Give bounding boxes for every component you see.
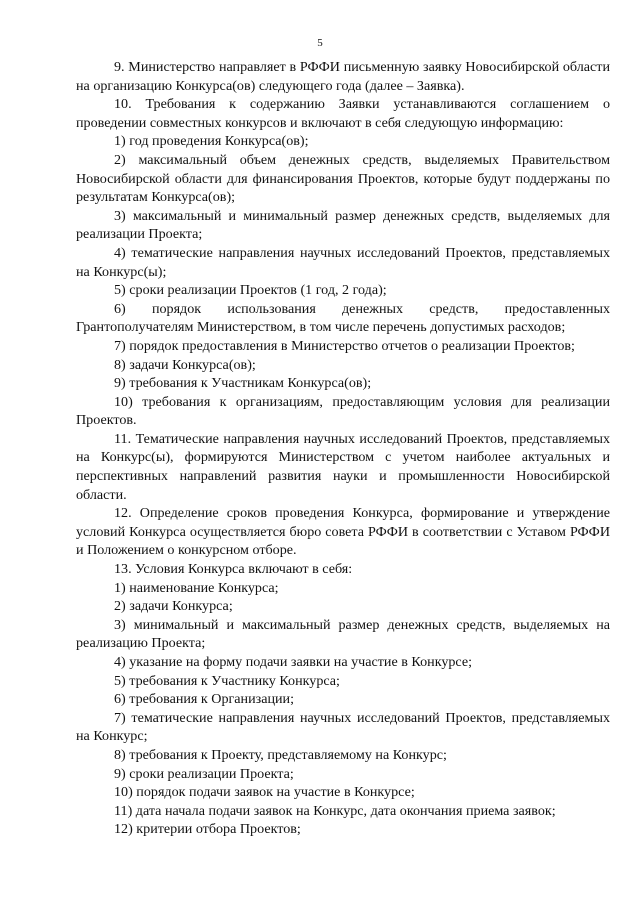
list-item: 3) максимальный и минимальный размер денежных средств, выделяемых для реализации Проекта;	[76, 207, 610, 243]
list-item: 12) критерии отбора Проектов;	[114, 821, 301, 838]
paragraph-12: 12. Определение сроков проведения Конкурса, формирование и утверждение условий Конкурса осуществляется бюро совета РФФИ в соответствии с Уставом РФФИ и Положением о конкурсном отборе.	[76, 505, 610, 559]
document-body	[76, 58, 610, 839]
list-item: 7) тематические направления научных исследований Проектов, представляемых на Конкурс;	[76, 709, 610, 745]
paragraph-11: 11. Тематические направления научных исследований Проектов, представляемых на Конкурс(ы), формируются Министерством с учетом наиболее актуальных и перспективных направлений развития науки и промышленности Новосибирской области.	[76, 430, 610, 503]
list-item: 5) требования к Участнику Конкурса;	[114, 672, 340, 689]
list-item: 7) порядок предоставления в Министерство отчетов о реализации Проектов;	[114, 337, 575, 354]
list-item: 4) тематические направления научных исследований Проектов, представляемых на Конкурс(ы);	[76, 244, 610, 280]
list-item: 3) минимальный и максимальный размер денежных средств, выделяемых на реализацию Проекта;	[76, 616, 610, 652]
list-item: 1) наименование Конкурса;	[114, 579, 279, 596]
list-item: 2) задачи Конкурса;	[114, 598, 233, 615]
list-item: 6) порядок использования денежных средств, предоставленных Грантополучателям Министерством, в том числе перечень допустимых расходов;	[76, 300, 610, 336]
list-item: 10) требования к организациям, предоставляющим условия для реализации Проектов.	[76, 393, 610, 429]
list-item: 8) задачи Конкурса(ов);	[114, 356, 256, 373]
list-item: 5) сроки реализации Проектов (1 год, 2 года);	[114, 282, 387, 299]
list-item: 4) указание на форму подачи заявки на участие в Конкурсе;	[114, 654, 473, 670]
paragraph-9: 9. Министерство направляет в РФФИ письменную заявку Новосибирской области на организацию Конкурса(ов) следующего года (далее – Заявка).	[76, 59, 610, 94]
paragraph-13: 13. Условия Конкурса включают в себя:	[114, 561, 353, 578]
list-item: 9) сроки реализации Проекта;	[114, 765, 294, 782]
page-number: 5	[317, 37, 323, 49]
list-item: 6) требования к Организации;	[114, 691, 295, 708]
list-item: 10) порядок подачи заявок на участие в Конкурсе;	[114, 784, 415, 801]
list-item: 2) максимальный объем денежных средств, выделяемых Правительством Новосибирской области для финансирования Проектов, которые будут поддержаны по результатам Конкурса(ов);	[76, 151, 610, 206]
list-item: 8) требования к Проекту, представляемому на Конкурс;	[114, 746, 447, 763]
list-item: 1) год проведения Конкурса(ов);	[114, 133, 309, 150]
paragraph-10: 10. Требования к содержанию Заявки устанавливаются соглашением о проведении совместных конкурсов и включают в себя следующую информацию:	[76, 96, 610, 131]
list-item: 11) дата начала подачи заявок на Конкурс, дата окончания приема заявок;	[114, 802, 556, 819]
list-item: 9) требования к Участникам Конкурса(ов);	[114, 375, 372, 392]
